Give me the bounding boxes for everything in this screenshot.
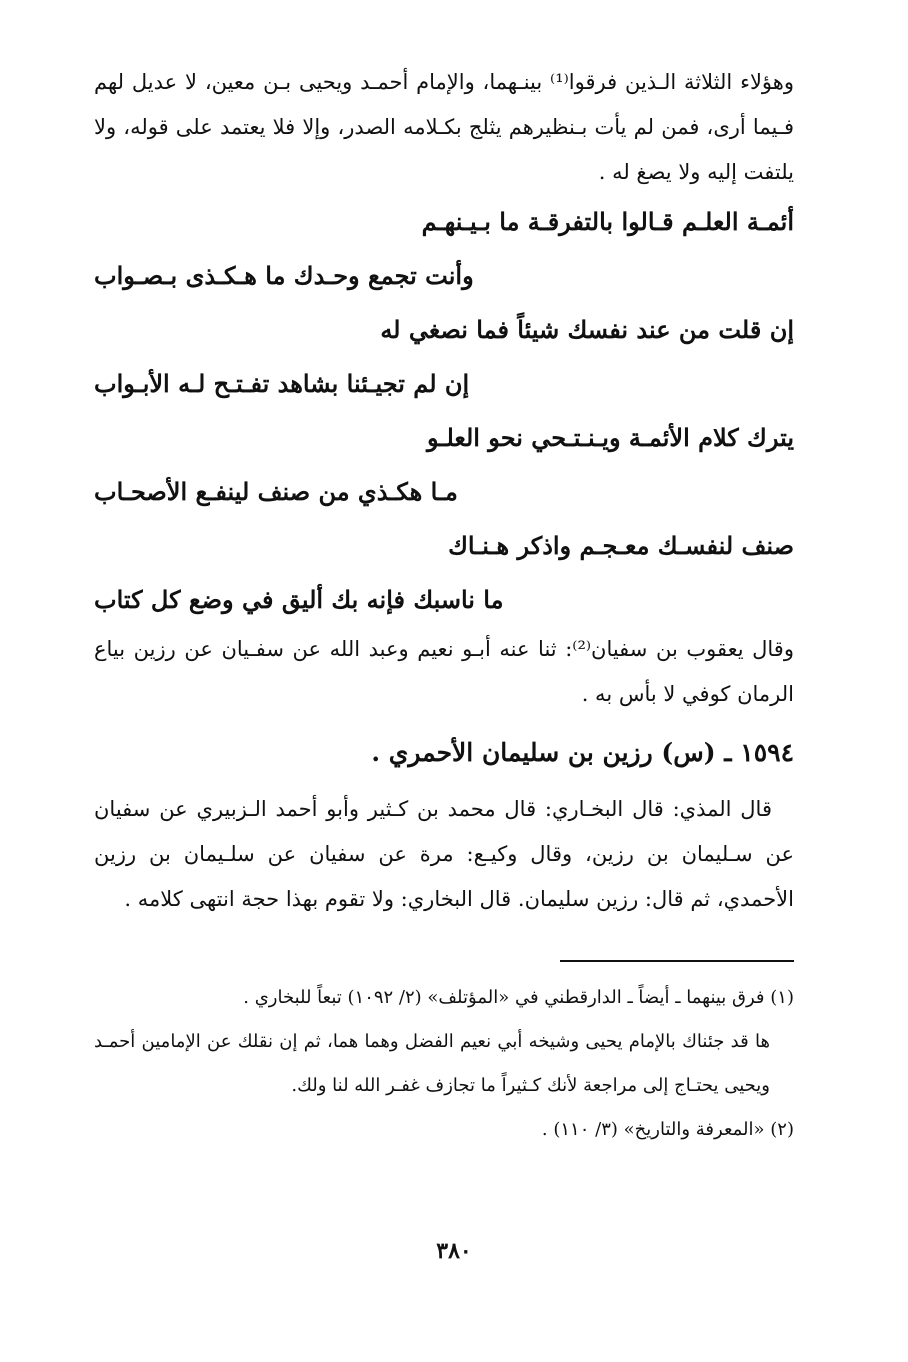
footnote-2: (٢) «المعرفة والتاريخ» (٣/ ١١٠) . [541, 1119, 794, 1140]
bukhari-paragraph: قال المذي: قال البخـاري: قال محمد بن كـثير وأبو أحمد الـزبيري عن سفيان عن سـليمان بن رزين، وقال وكيـع: مرة عن سفيان عن سلـيمان بن رزين الأحمدي، ثم قال: رزين سليمان. قال البخاري: ولا تقوم بهذا حجة انتهى كلامه . [94, 797, 794, 911]
footnotes [94, 976, 794, 1152]
footnote-1: (١) فرق بينهما ـ أيضاً ـ الدارقطني في «المؤتلف» (٢/ ١٠٩٢) تبعاً للبخاري . [243, 987, 794, 1008]
poem-line: أئمـة العلـم قـالوا بالتفرقـة ما بـيـنهـم [421, 207, 794, 236]
poem-line: ما ناسبك فإنه بك أليق في وضع كل كتاب [94, 585, 504, 614]
yaqub-paragraph: وقال يعقوب بن سفيان⁽²⁾: ثنا عنه أبـو نعيم وعبد الله عن سفـيان عن رزين بياع الرمان كوفي لا بأس به . [94, 637, 794, 706]
page-number: ٣٨٠ [436, 1238, 472, 1264]
poem-line: إن لم تجيـئنا بشاهد تفـتـح لـه الأبـواب [94, 369, 470, 398]
page-body [94, 60, 794, 922]
entry-heading: ١٥٩٤ ـ (س) رزين بن سليمان الأحمري . [371, 738, 794, 767]
footnote-1-comment: ها قد جئناك بالإمام يحيى وشيخه أبي نعيم الفضل وهما هما، ثم إن نقلك عن الإمامين أحمـد ويحيى يحتـاج إلى مراجعة لأنك كـثيراً ما تجازف غفـر الله لنا ولك. [94, 1031, 770, 1096]
opening-paragraph: وهؤلاء الثلاثة الـذين فرقوا⁽¹⁾ بينـهما، والإمام أحمـد ويحيى بـن معين، لا عديل لهم فـيما أرى، فمن لم يأت بـنظيرهم يثلج بكـلامه الصدر، وإلا فلا يعتمد على قوله، ولا يلتفت إليه ولا يصغ له . [94, 70, 794, 184]
poem-line: مـا هكـذي من صنف لينفـع الأصحـاب [94, 477, 458, 506]
poem-line: يترك كلام الأئمـة ويـنـتـحي نحو العلـو [427, 423, 794, 452]
poem [94, 195, 794, 627]
poem-line: إن قلت من عند نفسك شيئاً فما نصغي له [380, 315, 794, 344]
poem-line: وأنت تجمع وحـدك ما هـكـذى بـصـواب [94, 261, 474, 290]
poem-line: صنف لنفسـك معـجـم واذكر هـنـاك [448, 531, 794, 560]
footnote-separator [560, 960, 794, 962]
